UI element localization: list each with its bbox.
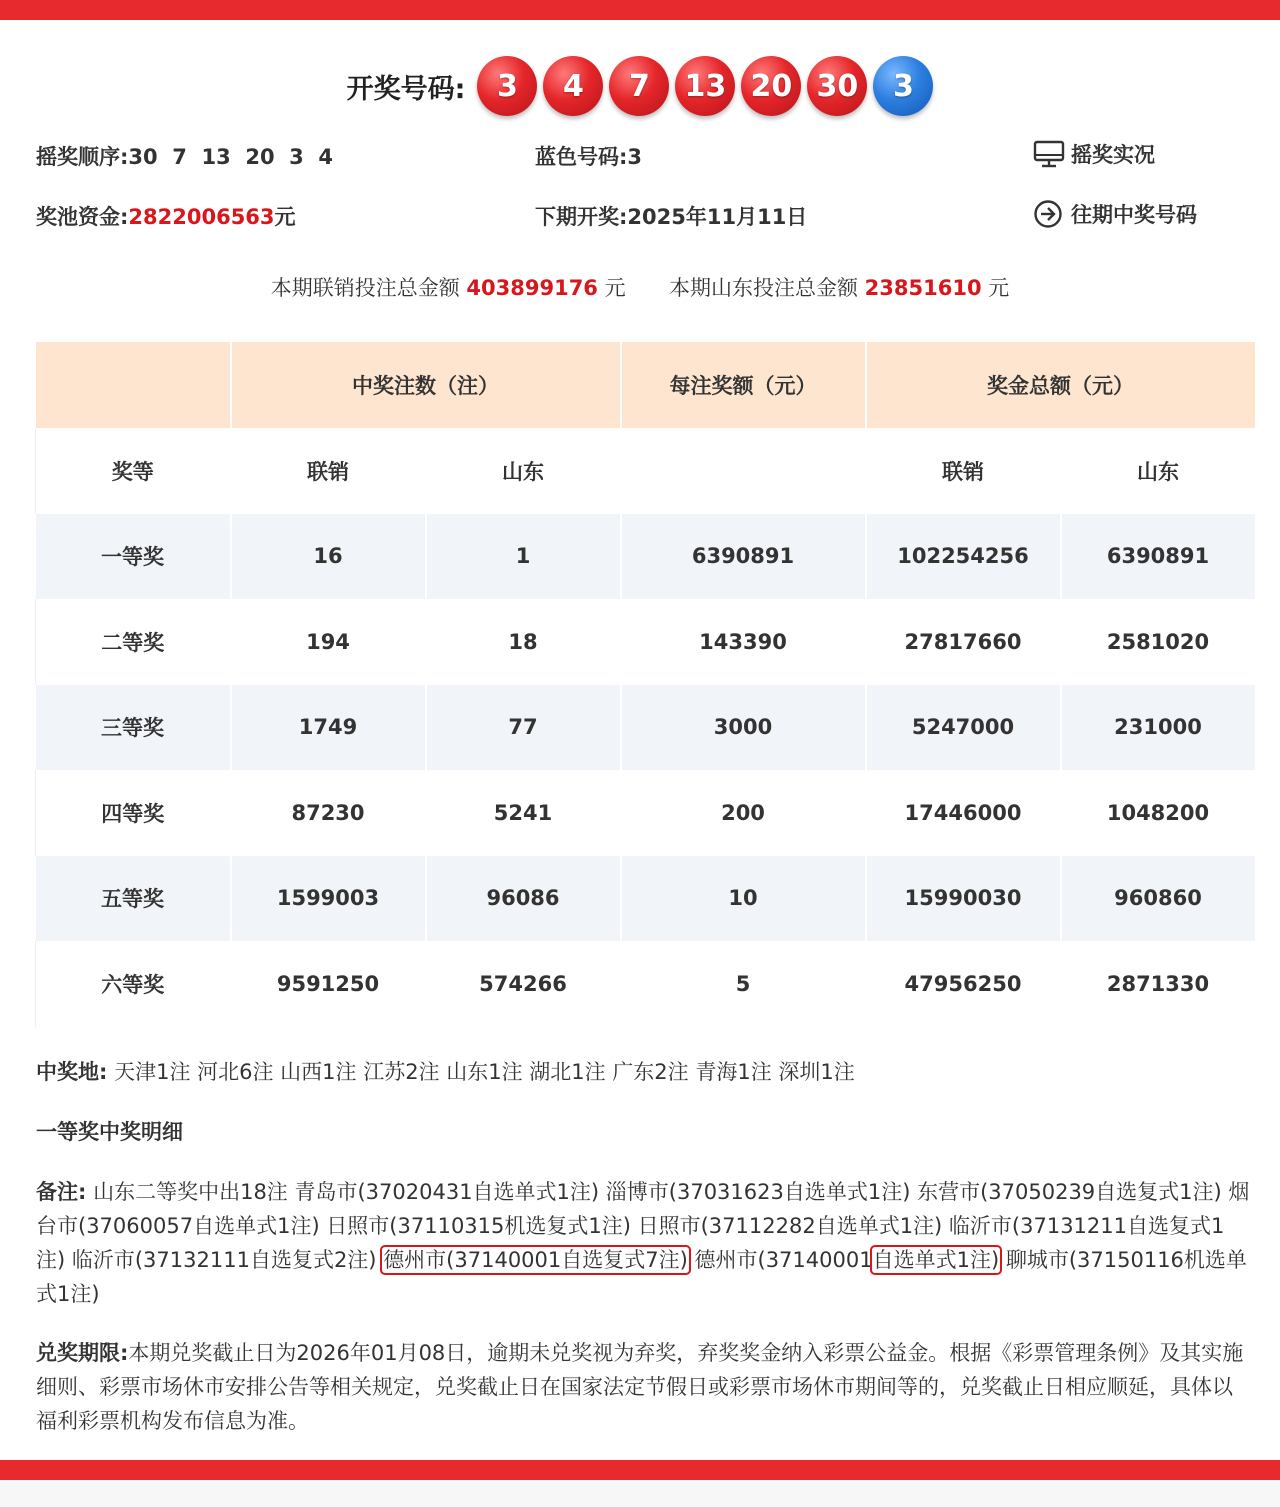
table-cell: 6390891 [621, 514, 866, 600]
prize-pool [36, 201, 296, 231]
notes-highlight: 德州市(37140001自选复式7注) [383, 1248, 688, 1272]
joint-sales-value: 403899176 [466, 276, 598, 300]
notes-text: 聊城市(37150116机选单式1注) [36, 1248, 1247, 1306]
prize-pool-label: 奖池资金: [36, 205, 129, 229]
table-cell: 2581020 [1061, 599, 1256, 685]
table-cell: 47956250 [866, 941, 1061, 1027]
history-label: 往期中奖号码 [1071, 203, 1197, 227]
table-cell: 27817660 [866, 599, 1061, 685]
subheader-cell: 联销 [231, 428, 426, 514]
prize-pool-value: 2822006563 [128, 205, 275, 229]
table-cell: 六等奖 [36, 941, 231, 1027]
table-cell: 87230 [231, 770, 426, 856]
shandong-sales-unit: 元 [988, 276, 1010, 300]
table-row [36, 685, 1256, 771]
draw-order-label: 摇奖顺序: [36, 145, 129, 169]
shandong-sales-value: 23851610 [864, 276, 982, 300]
table-cell: 15990030 [866, 856, 1061, 942]
table-cell: 1 [426, 514, 621, 600]
table-cell: 194 [231, 599, 426, 685]
draw-order-value: 30 7 13 20 3 4 [128, 145, 334, 169]
winning-locations [36, 1055, 1251, 1089]
live-draw-link[interactable] [1033, 139, 1155, 169]
table-row [36, 856, 1256, 942]
table-cell: 5241 [426, 770, 621, 856]
winning-locations-value: 天津1注 河北6注 山西1注 江苏2注 山东1注 湖北1注 广东2注 青海1注 深圳1注 [114, 1060, 855, 1084]
table-cell: 9591250 [231, 941, 426, 1027]
header-cell: 中奖注数（注） [231, 342, 621, 428]
notes-text: 山东二等奖中出18注 青岛市(37020431自选单式1注) 淄博市(37031623自选单式1注) 东营市(37050239自选复式1注) 烟台市(37060057自选单式1注) 日照市(37110315机选复式1注) 日照市(37112282自选单式1注) 临沂市(37131211自选复式1注) 临沂市(37132111自选复式2注) [36, 1180, 1250, 1272]
table-cell: 1048200 [1061, 770, 1256, 856]
subheader-cell: 联销 [866, 428, 1061, 514]
header-cell: 奖金总额（元） [866, 342, 1256, 428]
table-cell: 6390891 [1061, 514, 1256, 600]
table-cell: 16 [231, 514, 426, 600]
red-ball: 3 [477, 56, 537, 116]
table-cell: 574266 [426, 941, 621, 1027]
joint-sales-label: 本期联销投注总金额 [270, 276, 460, 300]
header-cell-empty [36, 342, 231, 428]
blue-number [535, 141, 642, 171]
table-cell: 17446000 [866, 770, 1061, 856]
next-draw [535, 201, 807, 231]
draw-label: 开奖号码: [346, 73, 466, 105]
monitor-icon [1033, 140, 1065, 168]
sales-summary [0, 272, 1280, 302]
table-cell: 200 [621, 770, 866, 856]
next-draw-value: 2025年11月11日 [627, 205, 808, 229]
notes-label: 备注: [36, 1180, 87, 1204]
blue-ball: 3 [873, 56, 933, 116]
table-cell: 960860 [1061, 856, 1256, 942]
draw-order [36, 141, 333, 171]
red-ball: 4 [543, 56, 603, 116]
red-ball: 13 [675, 56, 735, 116]
live-draw-label: 摇奖实况 [1071, 143, 1155, 167]
footer-background [0, 1480, 1280, 1507]
notes-highlight: 自选单式1注) [872, 1248, 1000, 1272]
table-cell: 77 [426, 685, 621, 771]
next-draw-label: 下期开奖: [535, 205, 628, 229]
joint-sales-unit: 元 [604, 276, 626, 300]
table-cell: 三等奖 [36, 685, 231, 771]
table-row [36, 941, 1256, 1027]
header-cell: 每注奖额（元） [621, 342, 866, 428]
red-ball: 20 [741, 56, 801, 116]
table-cell: 10 [621, 856, 866, 942]
table-cell: 5 [621, 941, 866, 1027]
table-cell: 2871330 [1061, 941, 1256, 1027]
subheader-cell [621, 428, 866, 514]
table-cell: 5247000 [866, 685, 1061, 771]
subheader-cell: 奖等 [36, 428, 231, 514]
table-cell: 一等奖 [36, 514, 231, 600]
details-title [36, 1115, 1251, 1149]
deadline-text: 本期兑奖截止日为2026年01月08日，逾期未兑奖视为弃奖，弃奖奖金纳入彩票公益金。根据《彩票管理条例》及其实施细则、彩票市场休市安排公告等相关规定，兑奖截止日在国家法定节假日或彩票市场休市期间等的，兑奖截止日相应顺延，具体以福利彩票机构发布信息为准。 [36, 1341, 1244, 1433]
table-row [36, 599, 1256, 685]
table-cell: 102254256 [866, 514, 1061, 600]
table-cell: 五等奖 [36, 856, 231, 942]
table-row [36, 770, 1256, 856]
prize-pool-unit: 元 [274, 205, 296, 229]
notes-text: 德州市(37140001 [687, 1248, 873, 1272]
subheader-cell: 山东 [426, 428, 621, 514]
draw-numbers [0, 52, 1280, 120]
table-cell: 18 [426, 599, 621, 685]
prize-table [35, 342, 1257, 1027]
table-cell: 3000 [621, 685, 866, 771]
table-row [36, 514, 1256, 600]
table-subheader-row [36, 428, 1256, 514]
table-header-row [36, 342, 1256, 428]
winning-locations-label: 中奖地: [36, 1060, 108, 1084]
blue-number-value: 3 [627, 145, 643, 169]
bottom-red-bar [0, 1460, 1280, 1480]
ball-list [477, 56, 933, 116]
arrow-circle-icon [1033, 199, 1065, 229]
table-cell: 143390 [621, 599, 866, 685]
table-cell: 四等奖 [36, 770, 231, 856]
red-ball: 7 [609, 56, 669, 116]
top-red-bar [0, 0, 1280, 20]
redemption-deadline [36, 1336, 1251, 1438]
table-cell: 1749 [231, 685, 426, 771]
table-cell: 二等奖 [36, 599, 231, 685]
table-cell: 1599003 [231, 856, 426, 942]
deadline-label: 兑奖期限: [36, 1341, 129, 1365]
details-title-text: 一等奖中奖明细 [36, 1120, 183, 1144]
table-cell: 96086 [426, 856, 621, 942]
shandong-sales-label: 本期山东投注总金额 [668, 276, 858, 300]
table-cell: 231000 [1061, 685, 1256, 771]
red-ball: 30 [807, 56, 867, 116]
history-link[interactable] [1033, 199, 1197, 229]
notes [36, 1175, 1251, 1311]
blue-number-label: 蓝色号码: [535, 145, 628, 169]
subheader-cell: 山东 [1061, 428, 1256, 514]
